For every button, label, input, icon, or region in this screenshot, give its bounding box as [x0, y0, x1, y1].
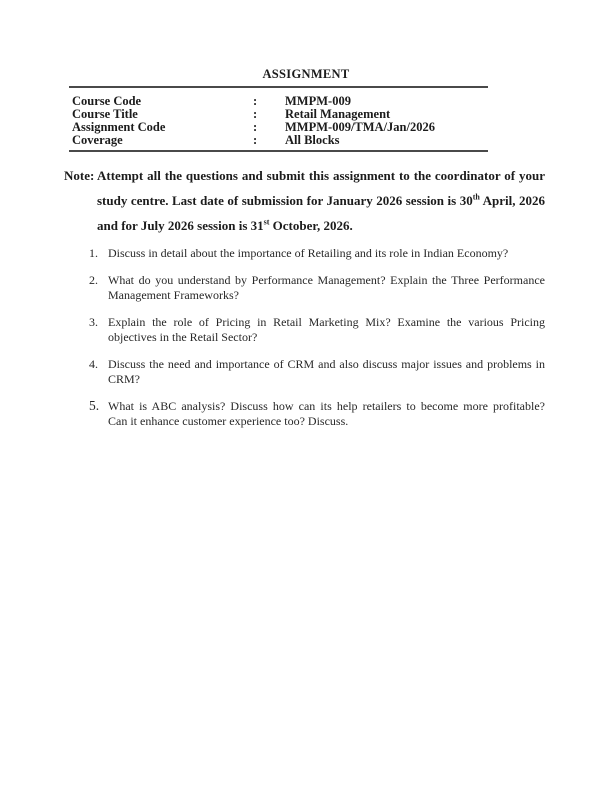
question-line: Discuss the need and importance of CRM and also discuss major issues and problems in [108, 357, 545, 371]
question-line: Management Frameworks? [108, 288, 239, 302]
question-number: 3. [89, 315, 98, 329]
note-line [97, 213, 545, 238]
question-line: Explain the role of Pricing in Retail Marketing Mix? Examine the various Pricing [108, 315, 545, 329]
info-label: Course Code [72, 94, 142, 108]
question-item-3 [89, 315, 545, 345]
info-separator: : [253, 120, 258, 134]
info-row-coverage [69, 134, 488, 147]
question-line: CRM? [108, 372, 141, 386]
question-line: What do you understand by Performance Management? Explain the Three Performance [108, 273, 545, 287]
note-text: Attempt all the questions and submit this assignment to the coordinator of your [97, 168, 545, 183]
note-line [97, 163, 545, 188]
info-value: Retail Management [285, 107, 391, 121]
question-number: 1. [89, 246, 98, 260]
question-text [108, 357, 545, 387]
question-list [89, 246, 545, 441]
question-line: Discuss in detail about the importance of Retailing and its role in Indian Economy? [108, 246, 509, 260]
info-value: All Blocks [285, 133, 340, 147]
question-number: 5. [89, 398, 100, 413]
note-line [97, 188, 545, 213]
info-value: MMPM-009 [285, 94, 351, 108]
question-line: What is ABC analysis? Discuss how can its help retailers to become more profitable? [108, 399, 545, 413]
question-item-4 [89, 357, 545, 387]
note-superscript: th [472, 192, 480, 202]
note-text: and for July 2026 session is 31 [97, 218, 264, 233]
page-title: ASSIGNMENT [262, 67, 350, 81]
note-label: Note: [64, 168, 95, 183]
question-number: 2. [89, 273, 98, 287]
info-separator: : [253, 107, 258, 121]
question-text [108, 399, 545, 429]
question-text [108, 315, 545, 345]
question-item-1 [89, 246, 545, 261]
note-section [64, 163, 545, 238]
note-superscript: st [263, 217, 270, 227]
note-text: October, 2026. [269, 218, 353, 233]
question-number: 4. [89, 357, 98, 371]
info-value: MMPM-009/TMA/Jan/2026 [285, 120, 435, 134]
question-item-5 [89, 399, 545, 429]
info-label: Course Title [72, 107, 138, 121]
note-text: April, 2026 [479, 193, 545, 208]
course-info-table [69, 86, 488, 152]
question-line: Can it enhance customer experience too? Discuss. [108, 414, 349, 428]
info-separator: : [253, 133, 258, 147]
question-line: objectives in the Retail Sector? [108, 330, 258, 344]
question-text [108, 246, 545, 261]
info-label: Assignment Code [72, 120, 166, 134]
note-body [97, 163, 545, 238]
question-item-2 [89, 273, 545, 303]
question-text [108, 273, 545, 303]
info-label: Coverage [72, 133, 123, 147]
info-row-assignment-code [69, 121, 488, 134]
note-text: study centre. Last date of submission for January 2026 session is 30 [97, 193, 473, 208]
info-separator: : [253, 94, 258, 108]
